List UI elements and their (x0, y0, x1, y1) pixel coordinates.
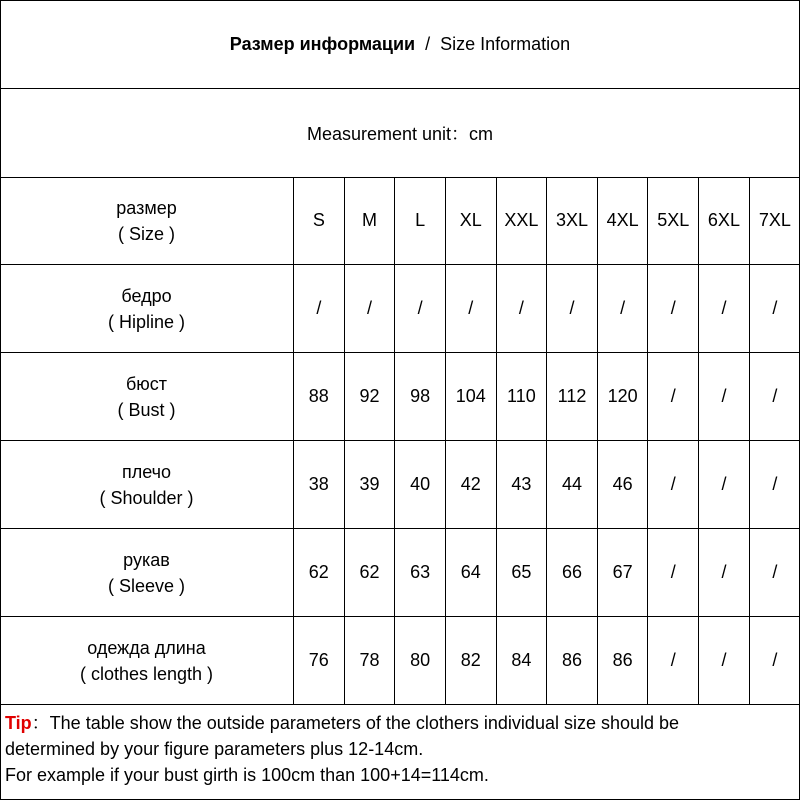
table-cell: / (699, 617, 750, 705)
table-cell: 62 (344, 529, 395, 617)
size-label-en: ( Size ) (117, 223, 175, 244)
size-table (0, 177, 800, 705)
table-row (0, 529, 800, 617)
table-cell: / (648, 617, 699, 705)
table-cell: 46 (597, 441, 648, 529)
table-cell: 44 (547, 441, 598, 529)
table-cell: / (699, 441, 750, 529)
table-cell: / (648, 353, 699, 441)
table-cell: / (749, 441, 800, 529)
row-label-ru: плечо (121, 461, 172, 482)
row-label-ru: бедро (121, 285, 172, 306)
tip-label: Tip (5, 713, 32, 733)
size-col-header: M (344, 177, 395, 265)
table-cell: / (445, 265, 496, 353)
tip-text-line3: For example if your bust girth is 100cm than 100+14=114cm. (5, 765, 489, 785)
table-cell: 120 (597, 353, 648, 441)
size-header-label (0, 177, 294, 265)
table-cell: / (699, 529, 750, 617)
table-cell: 43 (496, 441, 547, 529)
table-cell: 112 (547, 353, 598, 441)
row-label-en: ( Shoulder ) (99, 487, 194, 508)
row-label-ru: одежда длина (87, 637, 206, 658)
tip-text-line2: determined by your figure parameters plus 12-14cm. (5, 739, 424, 759)
size-col-header: L (395, 177, 446, 265)
title-en: Size Information (440, 34, 571, 54)
table-cell: 80 (395, 617, 446, 705)
table-cell: 98 (395, 353, 446, 441)
table-cell: 104 (445, 353, 496, 441)
title-separator: / (425, 34, 431, 54)
table-cell: / (749, 353, 800, 441)
tip-text-line1: The table show the outside parameters of the clothers individual size should be (49, 713, 680, 733)
size-col-header: S (294, 177, 345, 265)
row-label (0, 441, 294, 529)
row-label-en: ( Bust ) (117, 399, 176, 420)
size-col-header: XL (445, 177, 496, 265)
tip-colon: ： (31, 713, 50, 733)
table-cell: 92 (344, 353, 395, 441)
measurement-unit (1, 89, 799, 178)
table-cell: / (648, 529, 699, 617)
table-cell: / (496, 265, 547, 353)
table-cell: 39 (344, 441, 395, 529)
table-cell: 64 (445, 529, 496, 617)
table-cell: 65 (496, 529, 547, 617)
table-cell: 84 (496, 617, 547, 705)
size-col-header: 3XL (547, 177, 598, 265)
table-cell: 63 (395, 529, 446, 617)
table-cell: / (648, 441, 699, 529)
table-cell: 66 (547, 529, 598, 617)
table-cell: 78 (344, 617, 395, 705)
size-col-header: 7XL (749, 177, 800, 265)
table-cell: / (749, 265, 800, 353)
table-row (0, 441, 800, 529)
tip-note (5, 710, 795, 788)
size-col-header: 5XL (648, 177, 699, 265)
table-cell: 42 (445, 441, 496, 529)
table-cell: / (699, 353, 750, 441)
table-cell: 88 (294, 353, 345, 441)
row-label (0, 353, 294, 441)
table-cell: 86 (547, 617, 598, 705)
table-cell: / (648, 265, 699, 353)
size-col-header: 4XL (597, 177, 648, 265)
row-label (0, 617, 294, 705)
table-cell: / (294, 265, 345, 353)
table-cell: / (749, 529, 800, 617)
table-cell: / (547, 265, 598, 353)
row-label (0, 529, 294, 617)
size-col-header: XXL (496, 177, 547, 265)
table-cell: 110 (496, 353, 547, 441)
table-row (0, 617, 800, 705)
row-label-en: ( Hipline ) (107, 311, 186, 332)
row-label-ru: бюст (125, 373, 168, 394)
row-label (0, 265, 294, 353)
table-cell: 38 (294, 441, 345, 529)
row-label-en: ( clothes length ) (79, 663, 214, 684)
table-cell: / (699, 265, 750, 353)
table-cell: 67 (597, 529, 648, 617)
table-cell: 76 (294, 617, 345, 705)
table-cell: / (749, 617, 800, 705)
size-col-header: 6XL (699, 177, 750, 265)
table-cell: / (395, 265, 446, 353)
size-label-ru: размер (116, 197, 177, 218)
table-cell: 86 (597, 617, 648, 705)
title-ru: Размер информации (229, 34, 416, 54)
table-row (0, 265, 800, 353)
size-header-row (0, 177, 800, 265)
table-cell: / (344, 265, 395, 353)
measurement-unit-text: Measurement unit：cm (306, 124, 494, 144)
table-cell: 62 (294, 529, 345, 617)
table-cell: 82 (445, 617, 496, 705)
page-title (1, 1, 799, 89)
row-label-en: ( Sleeve ) (107, 575, 186, 596)
table-row (0, 353, 800, 441)
table-cell: / (597, 265, 648, 353)
row-label-ru: рукав (123, 549, 170, 570)
table-cell: 40 (395, 441, 446, 529)
